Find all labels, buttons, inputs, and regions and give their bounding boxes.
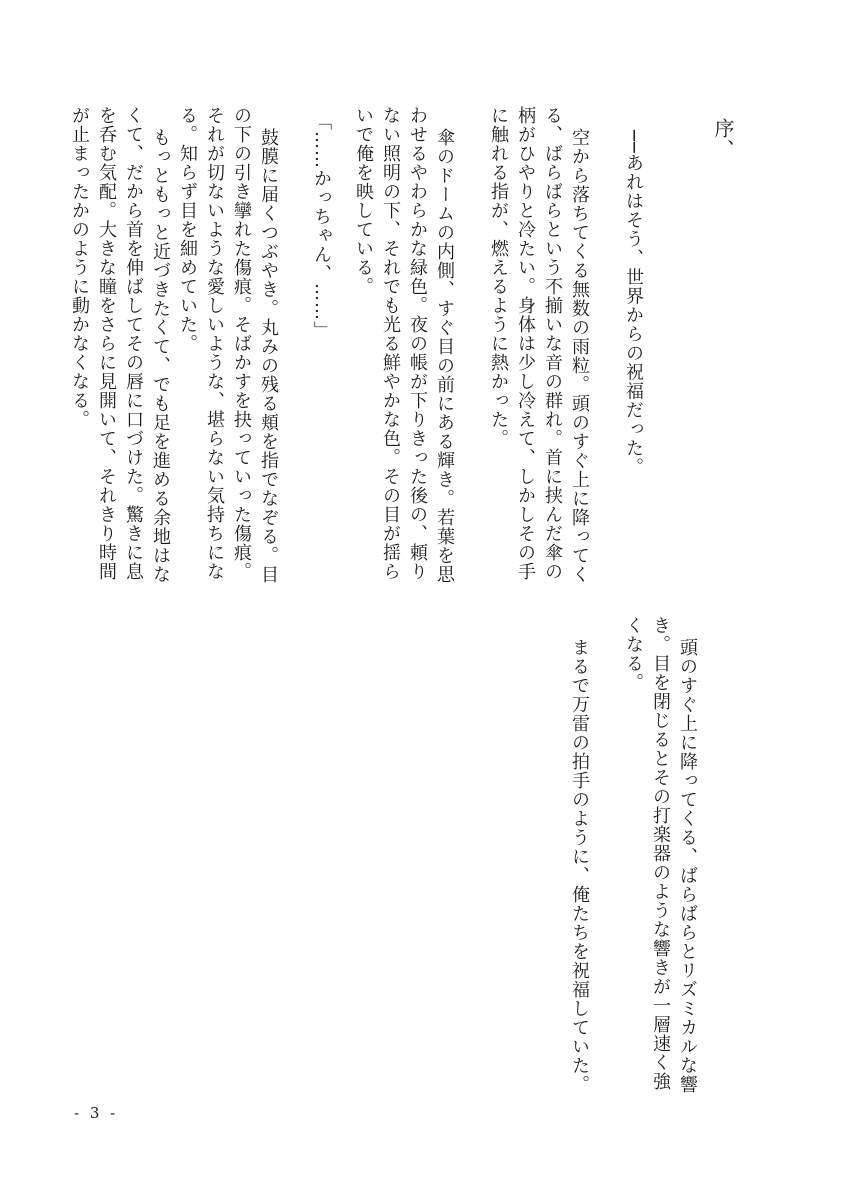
text-column: くなる。 <box>623 616 644 692</box>
text-column: 傘のドームの内側、すぐ目の前にある輝き。若葉を思 <box>434 128 455 584</box>
chapter-heading: 序、 <box>711 118 735 160</box>
text-column: 柄がひやりと冷たい。身体は少し冷えて、しかしその手 <box>515 106 536 581</box>
text-column: くて、だから首を伸ばしてその唇に口づけた。驚きに息 <box>123 106 144 581</box>
text-column: に触れる指が、燃えるように熱かった。 <box>488 106 509 448</box>
dialogue-column: 「……かっちゃん、……」 <box>311 112 332 340</box>
text-column: わせるやわらかな緑色。夜の帳が下りきった後の、頼り <box>407 106 428 581</box>
text-column: る、ばらばらという不揃いな音の群れ。首に挟んだ傘の <box>542 106 563 581</box>
text-column: を呑む気配。大きな瞳をさらに見開いて、それきり時間 <box>96 106 117 581</box>
text-column: き。目を閉じるとその打楽器のような響きが一層速く強 <box>650 616 671 1091</box>
text-column: 鼓膜に届くつぶやき。丸みの残る頬を指でなぞる。目 <box>258 128 279 584</box>
text-column: いで俺を映している。 <box>353 106 374 296</box>
text-column: ──あれはそう、世界からの祝福だった。 <box>623 130 644 477</box>
text-column: 空から落ちてくる無数の雨粒。頭のすぐ上に降ってく <box>569 128 590 584</box>
text-column: それが切ないような愛しいような、堪らない気持ちにな <box>204 106 225 581</box>
text-column: る。知らず目を細めていた。 <box>177 106 198 353</box>
text-column: まるで万雷の拍手のように、俺たちを祝福していた。 <box>569 638 590 1094</box>
text-column: ない照明の下、それでも光る鮮やかな色。その目が揺ら <box>380 106 401 581</box>
text-column: が止まったかのように動かなくなる。 <box>69 106 90 429</box>
text-column: 頭のすぐ上に降ってくる、ばらばらとリズミカルな響 <box>677 638 698 1094</box>
text-column: の下の引き攣れた傷痕。そばかすを抉っていった傷痕。 <box>231 106 252 581</box>
text-column: もっともっと近づきたくて、でも足を進める余地はな <box>150 128 171 584</box>
page-number: - 3 - <box>74 1104 119 1122</box>
